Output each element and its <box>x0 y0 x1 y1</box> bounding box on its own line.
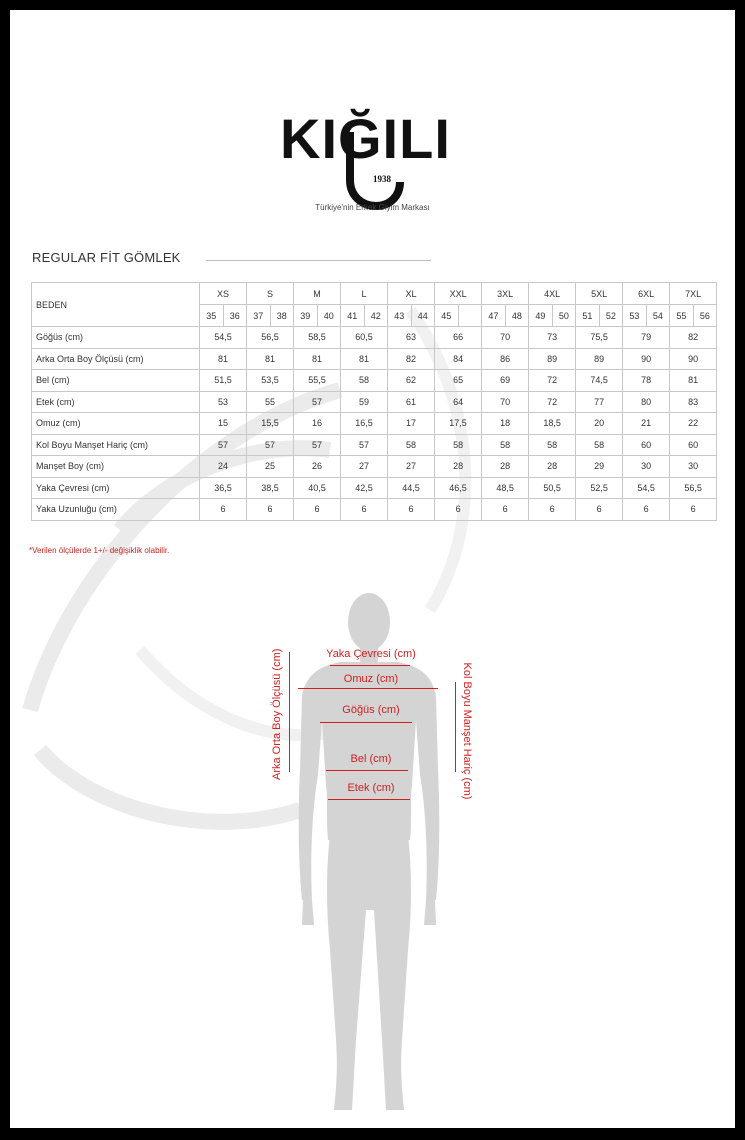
measurement-value: 50,5 <box>529 477 576 499</box>
size-header: XS <box>200 283 247 305</box>
size-header: 3XL <box>482 283 529 305</box>
measurement-label: Yaka Çevresi (cm) <box>32 477 200 499</box>
measurement-value: 81 <box>341 348 388 370</box>
measurement-value: 89 <box>529 348 576 370</box>
size-number: 52 <box>599 305 623 327</box>
size-number: 43 <box>388 305 412 327</box>
hem-line <box>328 799 410 800</box>
measurement-value: 75,5 <box>576 327 623 349</box>
measurement-value: 51,5 <box>200 370 247 392</box>
measurement-value: 42,5 <box>341 477 388 499</box>
measurement-value: 58 <box>529 434 576 456</box>
measurement-value: 16,5 <box>341 413 388 435</box>
measurement-value: 21 <box>623 413 670 435</box>
size-number: 49 <box>529 305 553 327</box>
measurement-value: 86 <box>482 348 529 370</box>
size-number: 35 <box>200 305 224 327</box>
measurement-value: 28 <box>435 456 482 478</box>
measurement-value: 74,5 <box>576 370 623 392</box>
measurement-value: 16 <box>294 413 341 435</box>
size-header: L <box>341 283 388 305</box>
measurement-value: 62 <box>388 370 435 392</box>
size-chart-sheet <box>10 10 735 1128</box>
measurement-value: 46,5 <box>435 477 482 499</box>
size-number: 42 <box>364 305 388 327</box>
measurement-label: Kol Boyu Manşet Hariç (cm) <box>32 434 200 456</box>
brand-year: 1938 <box>373 174 391 184</box>
brand-logo <box>10 10 735 240</box>
table-row <box>32 499 717 521</box>
measurement-value: 61 <box>388 391 435 413</box>
table-row <box>32 413 717 435</box>
measurement-value: 53,5 <box>247 370 294 392</box>
measurement-value: 83 <box>670 391 717 413</box>
measurement-value: 57 <box>200 434 247 456</box>
measurement-value: 28 <box>529 456 576 478</box>
sleeve-label: Kol Boyu Manşet Hariç (cm) <box>461 662 473 800</box>
sleeve-line <box>455 682 456 772</box>
measurement-value: 90 <box>670 348 717 370</box>
size-number: 39 <box>294 305 318 327</box>
measurement-value: 30 <box>623 456 670 478</box>
measurement-value: 52,5 <box>576 477 623 499</box>
measurement-value: 57 <box>294 391 341 413</box>
measurement-value: 53 <box>200 391 247 413</box>
measurement-value: 89 <box>576 348 623 370</box>
measurement-label: Yaka Uzunluğu (cm) <box>32 499 200 521</box>
measurement-label: Göğüs (cm) <box>32 327 200 349</box>
waist-label: Bel (cm) <box>350 753 392 765</box>
measurement-value: 48,5 <box>482 477 529 499</box>
size-number: 40 <box>317 305 341 327</box>
size-header: 4XL <box>529 283 576 305</box>
size-number: 38 <box>270 305 294 327</box>
brand-wordmark: KIĞILI <box>280 107 451 170</box>
measurement-value: 69 <box>482 370 529 392</box>
table-row <box>32 391 717 413</box>
measurement-value: 18,5 <box>529 413 576 435</box>
measurement-label: Arka Orta Boy Ölçüsü (cm) <box>32 348 200 370</box>
measurement-value: 70 <box>482 327 529 349</box>
measurement-value: 77 <box>576 391 623 413</box>
size-header: S <box>247 283 294 305</box>
measurement-value: 82 <box>388 348 435 370</box>
measurement-value: 44,5 <box>388 477 435 499</box>
collar-line <box>330 665 410 666</box>
measurement-value: 6 <box>623 499 670 521</box>
measurement-value: 6 <box>482 499 529 521</box>
measurement-value: 60,5 <box>341 327 388 349</box>
measurement-value: 6 <box>200 499 247 521</box>
size-number: 44 <box>411 305 435 327</box>
measurement-value: 20 <box>576 413 623 435</box>
size-header: XL <box>388 283 435 305</box>
measurement-value: 58,5 <box>294 327 341 349</box>
measurement-value: 15 <box>200 413 247 435</box>
size-number: 48 <box>505 305 529 327</box>
table-row <box>32 456 717 478</box>
size-number: 55 <box>670 305 694 327</box>
measurement-value: 58 <box>341 370 388 392</box>
measurement-value: 36,5 <box>200 477 247 499</box>
size-number: 50 <box>552 305 576 327</box>
size-number: 56 <box>693 305 717 327</box>
measurement-value: 66 <box>435 327 482 349</box>
measurement-label: Etek (cm) <box>32 391 200 413</box>
measurement-value: 63 <box>388 327 435 349</box>
table-row <box>32 477 717 499</box>
back-length-line <box>289 652 290 772</box>
measurement-value: 70 <box>482 391 529 413</box>
measurement-value: 40,5 <box>294 477 341 499</box>
chest-label: Göğüs (cm) <box>342 704 400 716</box>
back-length-label: Arka Orta Boy Ölçüsü (cm) <box>271 648 283 780</box>
size-header: XXL <box>435 283 482 305</box>
measurement-value: 73 <box>529 327 576 349</box>
size-number: 37 <box>247 305 271 327</box>
measurement-value: 28 <box>482 456 529 478</box>
measurement-value: 78 <box>623 370 670 392</box>
measurement-label: Omuz (cm) <box>32 413 200 435</box>
measurement-value: 6 <box>294 499 341 521</box>
measurement-label: Bel (cm) <box>32 370 200 392</box>
shoulder-label: Omuz (cm) <box>343 673 399 685</box>
measurement-value: 25 <box>247 456 294 478</box>
measurement-value: 64 <box>435 391 482 413</box>
measurement-value: 6 <box>341 499 388 521</box>
measurement-value: 80 <box>623 391 670 413</box>
measurement-value: 60 <box>670 434 717 456</box>
measurement-value: 38,5 <box>247 477 294 499</box>
size-number: 54 <box>646 305 670 327</box>
measurement-value: 55 <box>247 391 294 413</box>
size-number: 36 <box>223 305 247 327</box>
title-divider <box>206 260 431 261</box>
measurement-value: 84 <box>435 348 482 370</box>
size-table <box>31 282 717 521</box>
measurement-value: 24 <box>200 456 247 478</box>
measurement-value: 60 <box>623 434 670 456</box>
measurement-value: 17,5 <box>435 413 482 435</box>
measurement-value: 6 <box>435 499 482 521</box>
measurement-value: 22 <box>670 413 717 435</box>
measurement-value: 27 <box>388 456 435 478</box>
measurement-value: 54,5 <box>200 327 247 349</box>
measurement-value: 30 <box>670 456 717 478</box>
size-number: 45 <box>435 305 459 327</box>
measurement-value: 82 <box>670 327 717 349</box>
size-number: 41 <box>341 305 365 327</box>
measurement-value: 6 <box>529 499 576 521</box>
size-header: 7XL <box>670 283 717 305</box>
measurement-value: 56,5 <box>670 477 717 499</box>
table-row <box>32 348 717 370</box>
measurement-value: 27 <box>341 456 388 478</box>
collar-label: Yaka Çevresi (cm) <box>326 648 416 660</box>
waist-line <box>326 770 408 771</box>
hem-label: Etek (cm) <box>347 782 395 794</box>
page-title: REGULAR FİT GÖMLEK <box>32 250 181 265</box>
measurement-value: 79 <box>623 327 670 349</box>
brand-tagline: Türkiye'nin Erkek Giyim Markası <box>315 203 430 212</box>
measurement-value: 6 <box>388 499 435 521</box>
size-header: 5XL <box>576 283 623 305</box>
measurement-value: 81 <box>294 348 341 370</box>
measurement-label: Manşet Boy (cm) <box>32 456 200 478</box>
measurement-value: 59 <box>341 391 388 413</box>
measurement-value: 6 <box>670 499 717 521</box>
brand-logo-mark <box>10 10 735 210</box>
measurement-value: 18 <box>482 413 529 435</box>
shoulder-line <box>298 688 438 689</box>
size-number: 47 <box>482 305 506 327</box>
measurement-value: 6 <box>576 499 623 521</box>
measurement-value: 81 <box>670 370 717 392</box>
measurement-value: 65 <box>435 370 482 392</box>
measurement-value: 56,5 <box>247 327 294 349</box>
size-number <box>458 305 482 327</box>
measurement-value: 81 <box>247 348 294 370</box>
measurement-value: 58 <box>482 434 529 456</box>
table-row <box>32 370 717 392</box>
tolerance-note: *Verilen ölçülerde 1+/- değişiklik olabilir. <box>29 546 170 555</box>
measurement-value: 72 <box>529 391 576 413</box>
measurement-value: 58 <box>388 434 435 456</box>
measurement-value: 81 <box>200 348 247 370</box>
measurement-value: 29 <box>576 456 623 478</box>
size-header: M <box>294 283 341 305</box>
measurement-value: 26 <box>294 456 341 478</box>
measurement-value: 58 <box>435 434 482 456</box>
size-number: 51 <box>576 305 600 327</box>
size-header: 6XL <box>623 283 670 305</box>
table-row <box>32 434 717 456</box>
measurement-value: 90 <box>623 348 670 370</box>
measurement-value: 58 <box>576 434 623 456</box>
measurement-value: 57 <box>341 434 388 456</box>
measurement-value: 72 <box>529 370 576 392</box>
measurement-value: 6 <box>247 499 294 521</box>
size-number: 53 <box>623 305 647 327</box>
chest-line <box>320 722 412 723</box>
measurement-value: 57 <box>247 434 294 456</box>
measurement-value: 55,5 <box>294 370 341 392</box>
size-header-label: BEDEN <box>32 283 200 327</box>
measurement-value: 54,5 <box>623 477 670 499</box>
measurement-value: 15,5 <box>247 413 294 435</box>
measurement-figure <box>10 570 735 1128</box>
measurement-value: 57 <box>294 434 341 456</box>
measurement-value: 17 <box>388 413 435 435</box>
table-row <box>32 327 717 349</box>
